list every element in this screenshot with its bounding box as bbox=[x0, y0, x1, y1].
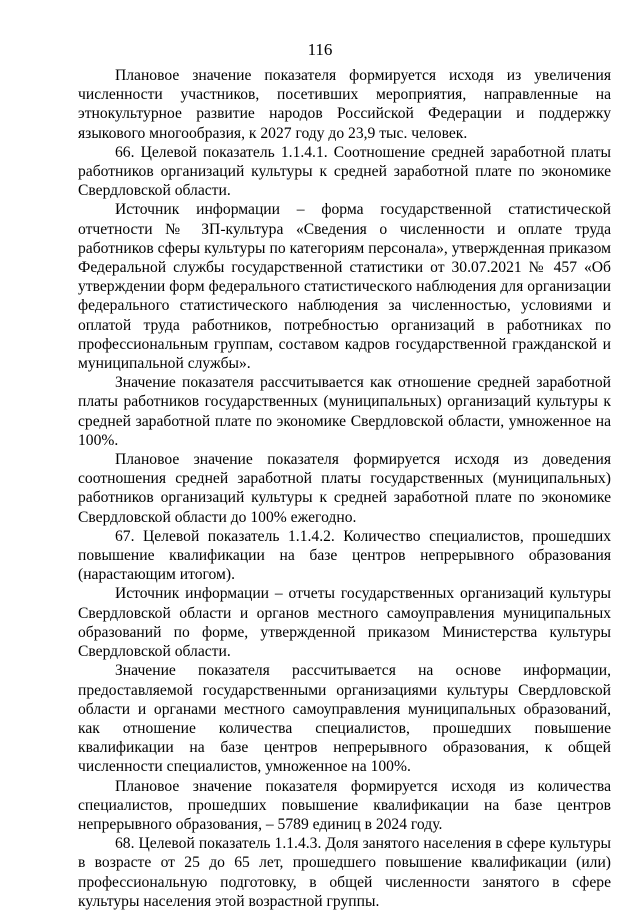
paragraph-source-66: Источник информации – форма государственной статистической отчетности № ЗП-культура «Сведения о численности и оплате труда работников сферы культуры по категориям персонала», утвержденная приказом Федеральной службы государственной статистики от 30.07.2021 № 457 «Об утверждении форм федерального статистического наблюдения для организации федерального статистического наблюдения за численностью, условиями и оплатой труда работников, потребностью организаций в работниках по профессиональным группам, составом кадров государственной гражданской и муниципальной службы». bbox=[78, 201, 611, 373]
paragraph-source-67: Источник информации – отчеты государственных организаций культуры Свердловской области и органов местного самоуправления муниципальных образований по форме, утвержденной приказом Министерства культуры Свердловской области. bbox=[78, 585, 611, 661]
page-number: 116 bbox=[307, 40, 333, 59]
paragraph-planned-value-66: Плановое значение показателя формируется исходя из доведения соотношения средней заработной платы государственных (муниципальных) работников организаций культуры к средней заработной плате по экономике Свердловской области до 100% ежегодно. bbox=[78, 451, 611, 526]
paragraph-indicator-66: 66. Целевой показатель 1.1.4.1. Соотношение средней заработной платы работников организаций культуры к средней заработной плате по экономике Свердловской области. bbox=[78, 143, 611, 200]
paragraph-calculation-67: Значение показателя рассчитывается на основе информации, предоставляемой государственными организациями культуры Свердловской области и органами местного самоуправления муниципальных образований, как отношение количества специалистов, прошедших повышение квалификации на базе центров непрерывного образования, к общей численности специалистов, умноженное на 100%. bbox=[78, 662, 611, 776]
paragraph-calculation-66: Значение показателя рассчитывается как отношение средней заработной платы работников государственных (муниципальных) организаций культуры к средней заработной плате по экономике Свердловской области, умноженное на 100%. bbox=[78, 374, 611, 449]
paragraph-planned-value-67: Плановое значение показателя формируется исходя из количества специалистов, прошедших повышение квалификации на базе центров непрерывного образования, – 5789 единиц в 2024 году. bbox=[78, 777, 611, 833]
paragraph-indicator-67: 67. Целевой показатель 1.1.4.2. Количество специалистов, прошедших повышение квалификации на базе центров непрерывного образования (нарастающим итогом). bbox=[78, 527, 611, 584]
document-body bbox=[78, 66, 611, 911]
paragraph-planned-value-ethnocultural: Плановое значение показателя формируется исходя из увеличения численности участников, посетивших мероприятия, направленные на этнокультурное развитие народов Российской Федерации и поддержку языкового многообразия, к 2027 году до 23,9 тыс. человек. bbox=[78, 67, 611, 142]
paragraph-indicator-68: 68. Целевой показатель 1.1.4.3. Доля занятого населения в сфере культуры в возрасте от 25 до 65 лет, прошедшего повышение квалификации (или) профессиональную подготовку, в общей численности занятого в сфере культуры населения этой возрастной группы. bbox=[78, 835, 611, 910]
